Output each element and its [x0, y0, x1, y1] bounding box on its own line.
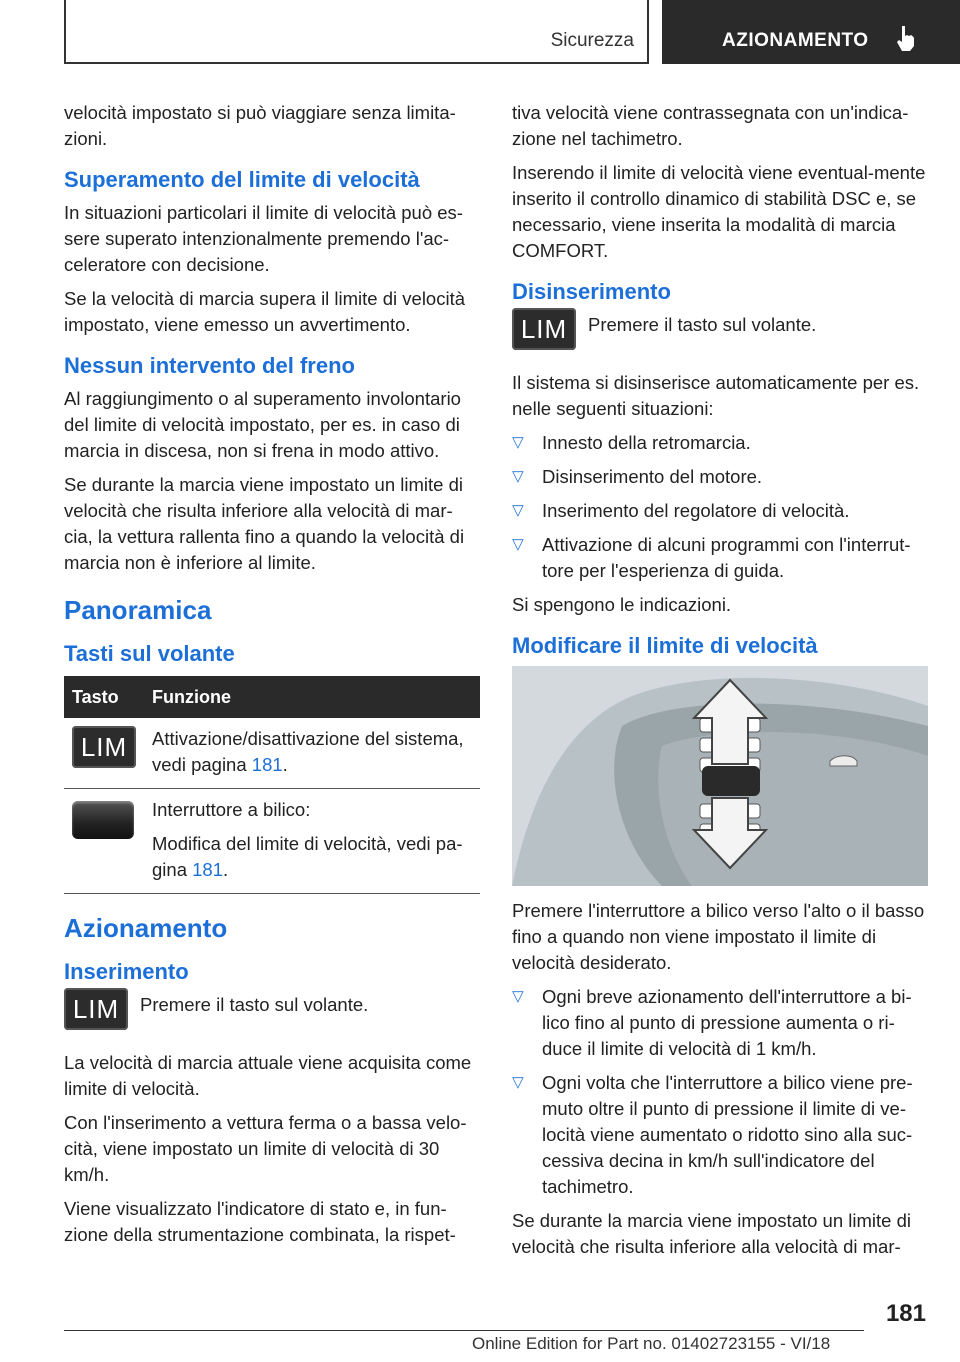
paragraph: tiva velocità viene contrassegnata con un'indica-zione nel tachimetro.: [512, 102, 909, 149]
header-chapter-tab: [662, 0, 960, 64]
lim-button-icon: LIM: [64, 988, 128, 1030]
steering-wheel-rocker-illustration: [512, 666, 928, 886]
row-text: Attivazione/disattivazione del sistema, vedi pagina: [152, 728, 464, 775]
hand-pointer-icon: [894, 24, 918, 52]
table-row: Interruttore a bilico: Modifica del limite di velocità, vedi pa-gina 181.: [64, 789, 480, 894]
list-item: ▷ Ogni breve azionamento dell'interruttore a bi-lico fino al punto di pressione aumenta o ri-duce il limite di velocità di 1 km/h.: [512, 984, 928, 1062]
paragraph: velocità impostato si può viaggiare senza limita-zioni.: [64, 102, 456, 149]
paragraph: Con l'inserimento a vettura ferma o a bassa velo-cità, viene impostato un limite di velocità di 30 km/h.: [64, 1112, 467, 1185]
page-number: 181: [885, 1300, 926, 1327]
instruction-text: Premere il tasto sul volante.: [588, 314, 817, 335]
paragraph: Se la velocità di marcia supera il limite di velocità impostato, viene emesso un avvertimento.: [64, 288, 466, 335]
paragraph: Al raggiungimento o al superamento involontario del limite di velocità impostato, per es. in caso di marcia in discesa, non si frena in modo attivo.: [64, 388, 461, 461]
paragraph: Il sistema si disinserisce automaticamente per es. nelle seguenti situazioni:: [512, 372, 920, 419]
heading-azionamento: Azionamento: [64, 913, 228, 943]
header-rule-bottom: [64, 62, 649, 64]
rocker-list: [512, 984, 928, 1200]
lim-button-icon: LIM: [512, 308, 576, 350]
paragraph: Se durante la marcia viene impostato un limite di velocità che risulta inferiore alla velocità di mar-cia, la vettura rallenta fino a quando la velocità di marcia non è inferiore al limite.: [64, 474, 465, 573]
paragraph: Se durante la marcia viene impostato un limite di velocità che risulta inferiore alla velocità di mar-: [512, 1210, 911, 1257]
table-header-tasto: Tasto: [64, 676, 144, 718]
paragraph: Premere l'interruttore a bilico verso l'alto o il basso fino a quando non viene impostato il limite di velocità desiderato.: [512, 900, 925, 973]
list-item: ▷ Ogni volta che l'interruttore a bilico viene pre-muto oltre il punto di pressione il limite di ve-locità viene aumentato o ridotto sino alla suc-cessiva decina in km/h sull'indicatore del tachimetro.: [512, 1070, 928, 1200]
page-link[interactable]: 181: [251, 754, 283, 775]
header-chapter-label: AZIONAMENTO: [722, 30, 869, 51]
right-column: [512, 100, 928, 1268]
heading-superamento: Superamento del limite di velocità: [64, 167, 420, 192]
header-section: Sicurezza: [550, 30, 634, 51]
inserimento-instruction: [64, 992, 480, 1044]
left-column: [64, 100, 480, 1256]
table-header-funzione: Funzione: [144, 676, 480, 718]
disinserimento-instruction: [512, 312, 928, 364]
paragraph: La velocità di marcia attuale viene acquisita come limite di velocità.: [64, 1052, 472, 1099]
edition-note: Online Edition for Part no. 01402723155 - VI/18: [472, 1334, 831, 1353]
page-link[interactable]: 181: [192, 859, 223, 880]
list-item: ▷ Attivazione di alcuni programmi con l'interrut-tore per l'esperienza di guida.: [512, 532, 928, 584]
buttons-table: [64, 676, 480, 894]
header-rule-left: [64, 0, 66, 64]
paragraph: In situazioni particolari il limite di velocità può es-sere superato intenzionalmente premendo l'ac-celeratore con decisione.: [64, 202, 463, 275]
lim-button-icon: LIM: [72, 726, 136, 768]
list-item: ▷ Disinserimento del motore.: [512, 464, 928, 490]
paragraph: Viene visualizzato l'indicatore di stato e, in fun-zione della strumentazione combinata, la rispet-: [64, 1198, 456, 1245]
footer-rule: [64, 1330, 864, 1331]
paragraph: Inserendo il limite di velocità viene eventual-mente inserito il controllo dinamico di stabilità DSC e, se necessario, viene inserita la modalità di marcia COMFORT.: [512, 162, 926, 261]
heading-inserimento: Inserimento: [64, 959, 189, 984]
list-item: ▷ Innesto della retromarcia.: [512, 430, 928, 456]
paragraph: Si spengono le indicazioni.: [512, 594, 732, 615]
heading-disinserimento: Disinserimento: [512, 279, 671, 304]
rocker-switch-icon: [72, 801, 134, 839]
row-text: Modifica del limite di velocità, vedi pa-gina: [152, 833, 463, 880]
heading-tasti: Tasti sul volante: [64, 641, 235, 666]
row-text: Interruttore a bilico:: [152, 799, 311, 820]
list-item: ▷ Inserimento del regolatore di velocità.: [512, 498, 928, 524]
instruction-text: Premere il tasto sul volante.: [140, 994, 369, 1015]
situations-list: [512, 430, 928, 584]
heading-modificare: Modificare il limite di velocità: [512, 633, 818, 658]
heading-nessun-intervento: Nessun intervento del freno: [64, 353, 355, 378]
heading-panoramica: Panoramica: [64, 595, 212, 625]
table-row: LIM Attivazione/disattivazione del sistema, vedi pagina 181.: [64, 718, 480, 789]
header-rule-right: [647, 0, 649, 64]
